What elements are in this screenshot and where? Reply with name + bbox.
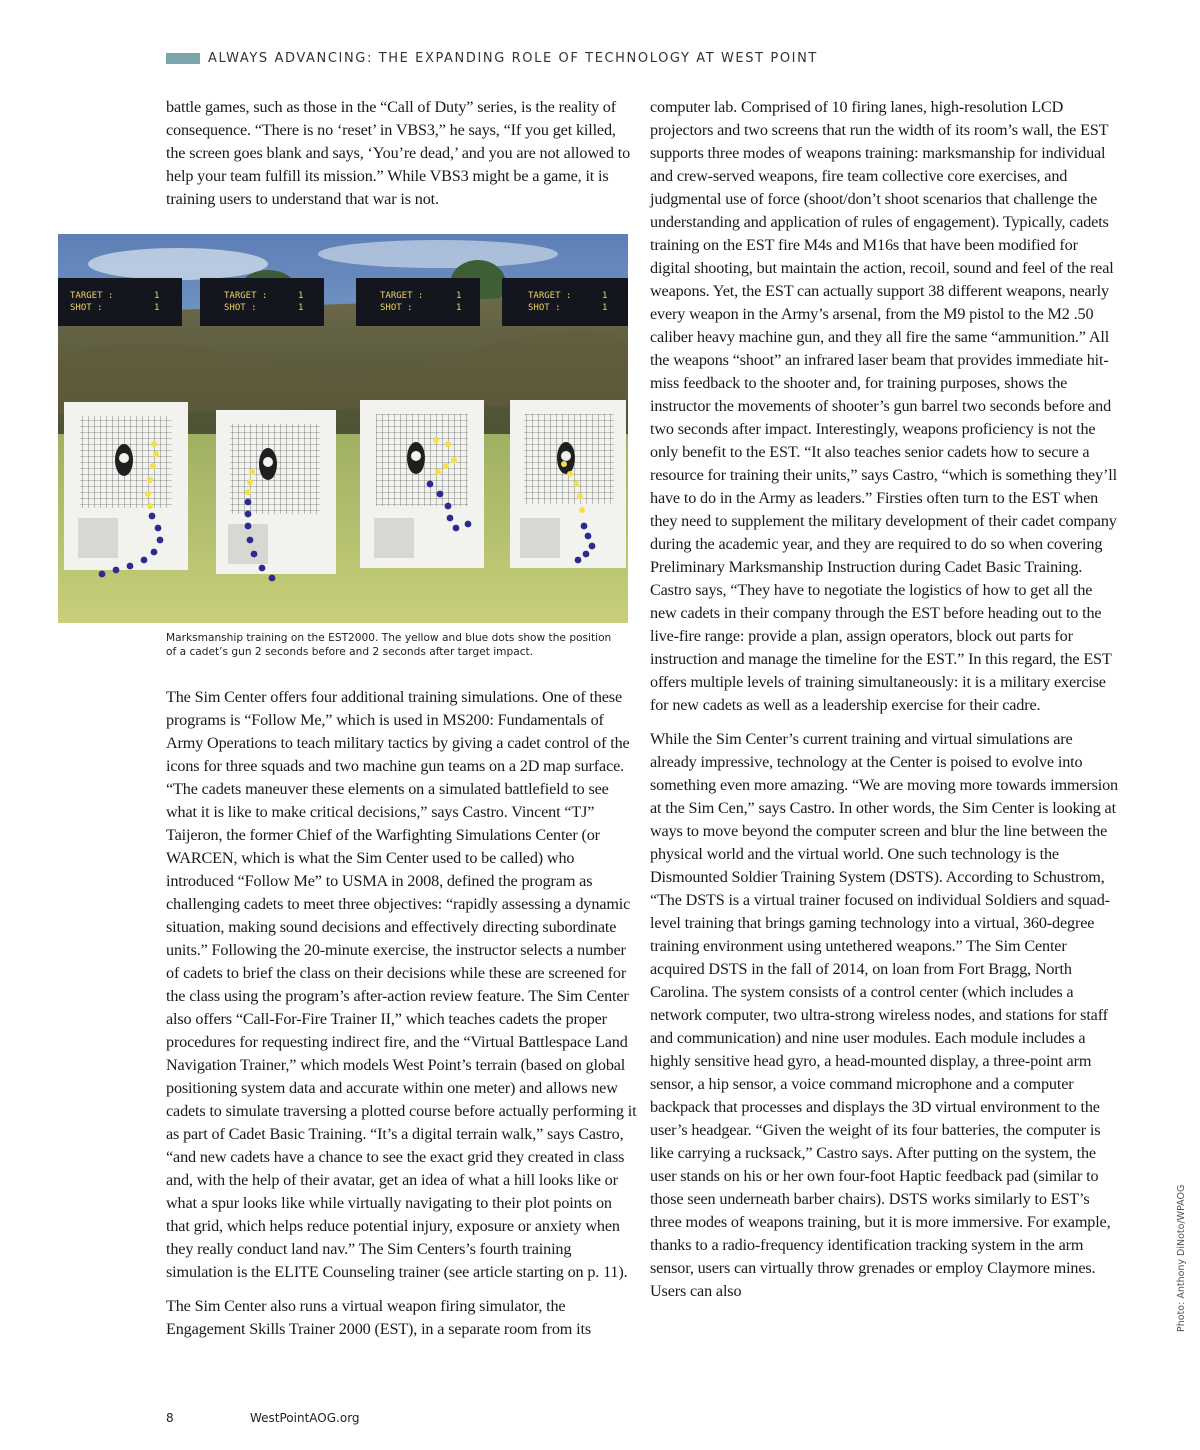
marksmanship-training-photo: [58, 234, 628, 623]
right-column: [650, 96, 1122, 1314]
target-shot-screen-2: [200, 278, 324, 326]
paragraph: While the Sim Center’s current training and virtual simulations are already impressive, technology at the Center is poised to evolve into something even more amazing. “We are moving more towards immersion at the Sim Cen,” says Castro. In other words, the Sim Center is looking at ways to move beyond the computer screen and blur the line between the physical world and the virtual world. One such technology is the Dismounted Soldier Training System (DSTS). According to Schustrom, “The DSTS is a virtual trainer focused on individual Soldiers and squad-level training that brings gaming technology into a virtual, 360-degree training environment using untethered weapons.” The Sim Center acquired DSTS in the fall of 2014, on loan from Fort Bragg, North Carolina. The system consists of a control center (which includes a network computer, two ultra-strong wireless nodes, and stations for staff and communication) and nine user modules. Each module includes a highly sensitive head gyro, a head-mounted display, a three-point arm sensor, a hip sensor, a voice command microphone and a computer backpack that processes and displays the 3D virtual environment to the user’s headgear. “Given the weight of its four batteries, the computer is like carrying a rucksack,” Castro says. After putting on the system, the user stands on his or her own four-foot Haptic feedback pad (similar to those seen underneath barber chairs). DSTS works similarly to EST’s three modes of weapons training, but it is more immersive. For example, thanks to a radio-frequency identification tracking system in the arm sensor, users can virtually throw grenades or employ Claymore mines. Users can also: [650, 730, 1118, 1300]
left-column-top: [166, 96, 638, 222]
svg-text:SHOT :: SHOT :: [380, 303, 413, 313]
page-number: 8: [166, 1411, 174, 1425]
paragraph: battle games, such as those in the “Call of Duty” series, is the reality of consequence. “There is no ‘reset’ in VBS3,” he says, “If you get killed, the screen goes blank and says, ‘You’re dead,’ and you are not allowed to help your team fulfill its mission.” While VBS3 might be a game, it is training users to understand that war is not.: [166, 98, 631, 208]
svg-text:1: 1: [456, 291, 462, 301]
svg-text:1: 1: [298, 303, 304, 313]
svg-text:1: 1: [298, 291, 304, 301]
svg-text:1: 1: [602, 291, 608, 301]
running-head: [166, 48, 818, 68]
svg-text:1: 1: [602, 303, 608, 313]
svg-text:SHOT :: SHOT :: [70, 303, 103, 313]
paragraph: The Sim Center also runs a virtual weapon firing simulator, the Engagement Skills Trainer 2000 (EST), in a separate room from its: [166, 1297, 591, 1338]
running-head-accent-bar: [166, 53, 200, 64]
svg-text:1: 1: [154, 291, 160, 301]
target-shot-screen-4: [502, 278, 628, 326]
target-sheet-1: [64, 402, 188, 570]
svg-text:1: 1: [154, 303, 160, 313]
photo-caption: Marksmanship training on the EST2000. The yellow and blue dots show the position of a cadet’s gun 2 seconds before and 2 seconds after target impact.: [166, 632, 612, 658]
running-head-text: ALWAYS ADVANCING: THE EXPANDING ROLE OF TECHNOLOGY AT WEST POINT: [208, 50, 818, 66]
svg-text:SHOT :: SHOT :: [528, 303, 561, 313]
svg-text:TARGET :: TARGET :: [224, 291, 268, 301]
svg-text:TARGET :: TARGET :: [70, 291, 114, 301]
paragraph: The Sim Center offers four additional training simulations. One of these programs is “Follow Me,” which is used in MS200: Fundamentals of Army Operations to teach military tactics by giving a cadet control of the icons for three squads and two machine gun teams on a 2D map surface. “The cadets maneuver these elements on a simulated battlefield to see what it is like to make critical decisions,” says Castro. Vincent “TJ” Taijeron, the former Chief of the Warfighting Simulations Center (or WARCEN, which is what the Sim Center used to be called) who introduced “Follow Me” to USMA in 2008, defined the program as challenging cadets to meet three objectives: “rapidly assessing a dynamic situation, making sound decisions and effectively directing subordinate units.” Following the 20-minute exercise, the instructor selects a number of cadets to brief the class on their decisions while these are screened for the class using the program’s after-action review feature. The Sim Center also offers “Call-For-Fire Trainer II,” which teaches cadets the proper procedures for requesting indirect fire, and the “Virtual Battlespace Land Navigation Trainer,” which models West Point’s terrain (based on global positioning system data and accurate within one meter) and allows new cadets to simulate traversing a plotted course before actually performing it as part of Cadet Basic Training. “It’s a digital terrain walk,” says Castro, “and new cadets have a chance to see the exact grid they created in class and, with the help of their avatar, get an idea of what a hill looks like or what a spur looks like while virtually navigating to their plot points on that grid, which helps reduce potential injury, exposure or anxiety when they really conduct land nav.” The Sim Centers’s fourth training simulation is the ELITE Counseling trainer (see article starting on p. 11).: [166, 688, 637, 1281]
svg-text:1: 1: [456, 303, 462, 313]
photo-credit: Photo: Anthony DiNoto/WPAOG: [1176, 1184, 1187, 1332]
svg-text:SHOT :: SHOT :: [224, 303, 257, 313]
svg-text:TARGET :: TARGET :: [528, 291, 572, 301]
target-shot-screen-1: [58, 278, 182, 326]
footer-website-link[interactable]: WestPointAOG.org: [250, 1411, 360, 1425]
target-sheet-3: [360, 400, 484, 568]
left-column-bottom: [166, 686, 638, 1352]
paragraph: computer lab. Comprised of 10 firing lanes, high-resolution LCD projectors and two screens that run the width of its room’s wall, the EST supports three modes of weapons training: marksmanship for individual and crew-served weapons, fire team collective core exercises, and judgmental use of force (shoot/don’t shoot scenarios that challenge the understanding and application of rules of engagement). Typically, cadets training on the EST fire M4s and M16s that have been modified for digital shooting, but maintain the action, recoil, sound and feel of the real weapons. Yet, the EST can actually support 38 different weapons, nearly every weapon in the Army’s arsenal, from the M9 pistol to the M2 .50 caliber heavy machine gun, and they all fire the same “ammunition.” All the weapons “shoot” an infrared laser beam that provides immediate hit-miss feedback to the shooter and, for training purposes, shows the instructor the movements of shooter’s gun barrel two seconds before and two seconds after impact. Interestingly, weapons proficiency is not the only benefit to the EST. “It also teaches senior cadets how to secure a resource for training their units,” says Castro, “which is something they’ll have to do in the Army as leaders.” Firsties often turn to the EST when they need to supplement the military development of their cadet company during the academic year, and they are required to do so when covering Preliminary Marksmanship Instruction during Cadet Basic Training. Castro says, “They have to negotiate the logistics of how to get all the new cadets in their company through the EST before heading out to the live-fire range: provide a plan, assign operators, block out parts for instruction and manage the timeline for the EST.” In this regard, the EST offers multiple levels of training simultaneously: it is a military exercise for new cadets as well as a leadership exercise for their cadre.: [650, 98, 1117, 714]
target-sheet-4: [510, 400, 626, 568]
target-sheet-2: [216, 410, 336, 574]
svg-text:TARGET :: TARGET :: [380, 291, 424, 301]
target-shot-screen-3: [356, 278, 480, 326]
